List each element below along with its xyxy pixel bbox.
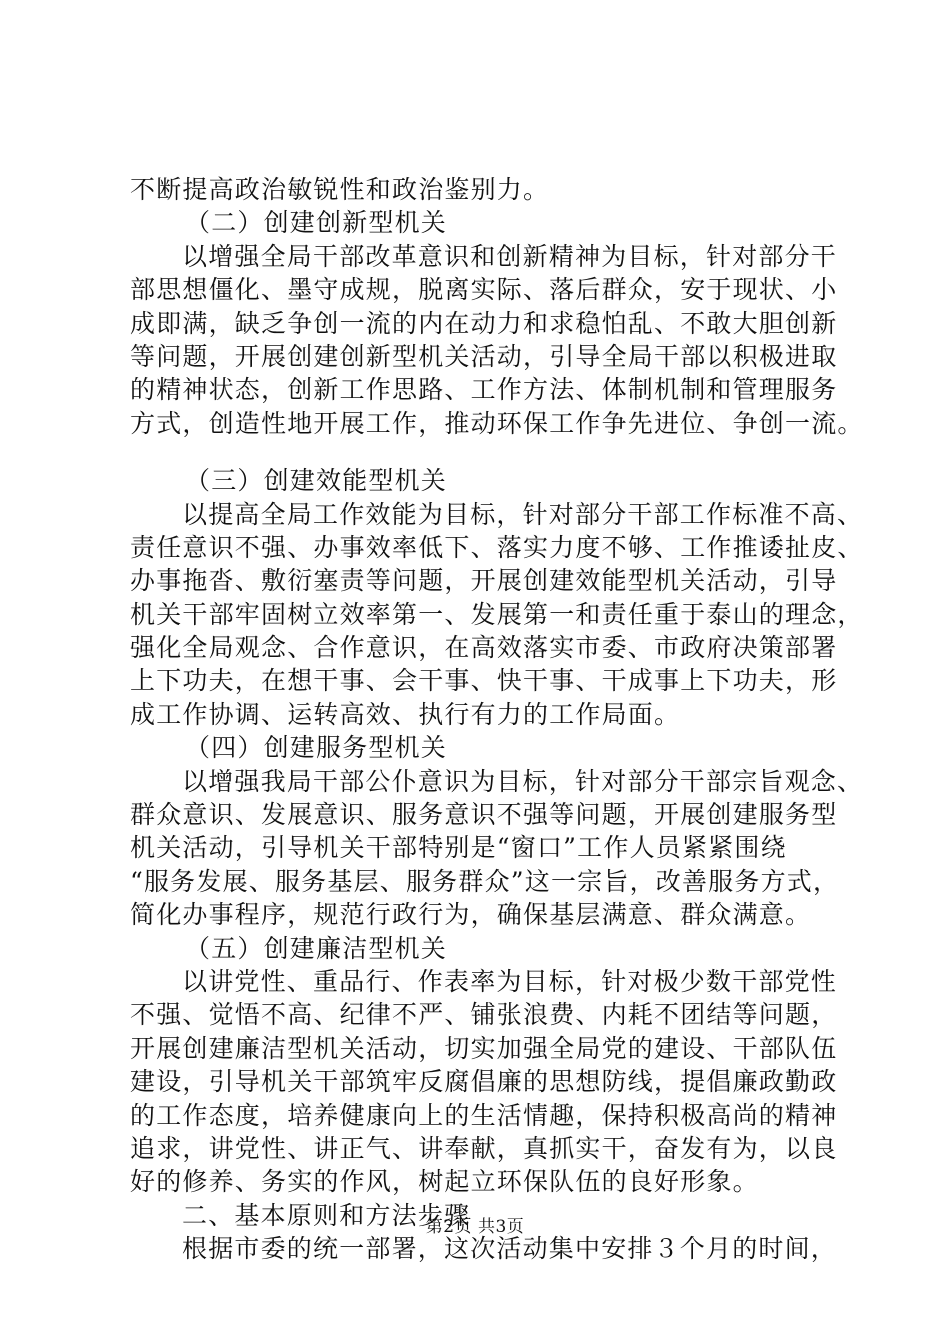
section-heading-4: （四）创建服务型机关	[185, 733, 448, 763]
text-line: 以增强我局干部公仆意识为目标，针对部分干部宗旨观念、	[182, 766, 864, 796]
text-line: 以讲党性、重品行、作表率为目标，针对极少数干部党性	[182, 966, 838, 996]
text-line: 部思想僵化、墨守成规，脱离实际、落后群众，安于现状、小	[130, 275, 838, 305]
text-line: 不强、觉悟不高、纪律不严、铺张浪费、内耗不团结等问题，	[130, 1000, 838, 1030]
text-line: 责任意识不强、办事效率低下、落实力度不够、工作推诿扯皮、	[130, 532, 864, 562]
text-line: 办事拖沓、敷衍塞责等问题，开展创建效能型机关活动，引导	[130, 566, 838, 596]
text-line: 的精神状态，创新工作思路、工作方法、体制机制和管理服务	[130, 375, 838, 405]
text-line: “服务发展、服务基层、服务群众”这一宗旨，改善服务方式，	[130, 866, 840, 896]
section-heading-2: （二）创建创新型机关	[185, 208, 448, 238]
page-number-footer: 第2页 共3页	[425, 1217, 525, 1237]
text-line: 成即满，缺乏争创一流的内在动力和求稳怕乱、不敢大胆创新	[130, 308, 838, 338]
text-line: 机关活动，引导机关干部特别是“窗口”工作人员紧紧围绕	[130, 833, 787, 863]
text-line: 好的修养、务实的作风，树起立环保队伍的良好形象。	[130, 1167, 759, 1197]
text-line: 上下功夫，在想干事、会干事、快干事、干成事上下功夫，形	[130, 666, 838, 696]
text-line: 追求，讲党性、讲正气、讲奉献，真抓实干，奋发有为，以良	[130, 1133, 838, 1163]
chapter-heading: 二、基本原则和方法步骤	[182, 1200, 471, 1230]
text-line: 以增强全局干部改革意识和创新精神为目标，针对部分干	[182, 241, 838, 271]
text-line: 不断提高政治敏锐性和政治鉴别力。	[130, 175, 550, 204]
section-heading-5: （五）创建廉洁型机关	[185, 933, 448, 963]
text-line: 的工作态度，培养健康向上的生活情趣，保持积极高尚的精神	[130, 1100, 838, 1130]
text-line: 等问题，开展创建创新型机关活动，引导全局干部以积极进取	[130, 341, 838, 371]
document-body	[130, 173, 864, 1266]
text-line: 群众意识、发展意识、服务意识不强等问题，开展创建服务型	[130, 800, 838, 830]
text-line: 以提高全局工作效能为目标，针对部分干部工作标准不高、	[182, 499, 864, 529]
section-heading-3: （三）创建效能型机关	[185, 466, 448, 496]
text-line: 方式，创造性地开展工作，推动环保工作争先进位、争创一流。	[130, 408, 864, 438]
text-line: 成工作协调、运转高效、执行有力的工作局面。	[130, 699, 681, 729]
text-line: 强化全局观念、合作意识，在高效落实市委、市政府决策部署	[130, 633, 838, 663]
text-line: 根据市委的统一部署，这次活动集中安排３个月的时间，	[182, 1234, 838, 1264]
text-line: 开展创建廉洁型机关活动，切实加强全局党的建设、干部队伍	[130, 1033, 838, 1063]
text-line: 建设，引导机关干部筑牢反腐倡廉的思想防线，提倡廉政勤政	[130, 1067, 838, 1097]
text-line: 机关干部牢固树立效率第一、发展第一和责任重于泰山的理念，	[130, 599, 864, 629]
paragraph-gap	[130, 440, 850, 464]
text-line: 简化办事程序，规范行政行为，确保基层满意、群众满意。	[130, 900, 812, 930]
